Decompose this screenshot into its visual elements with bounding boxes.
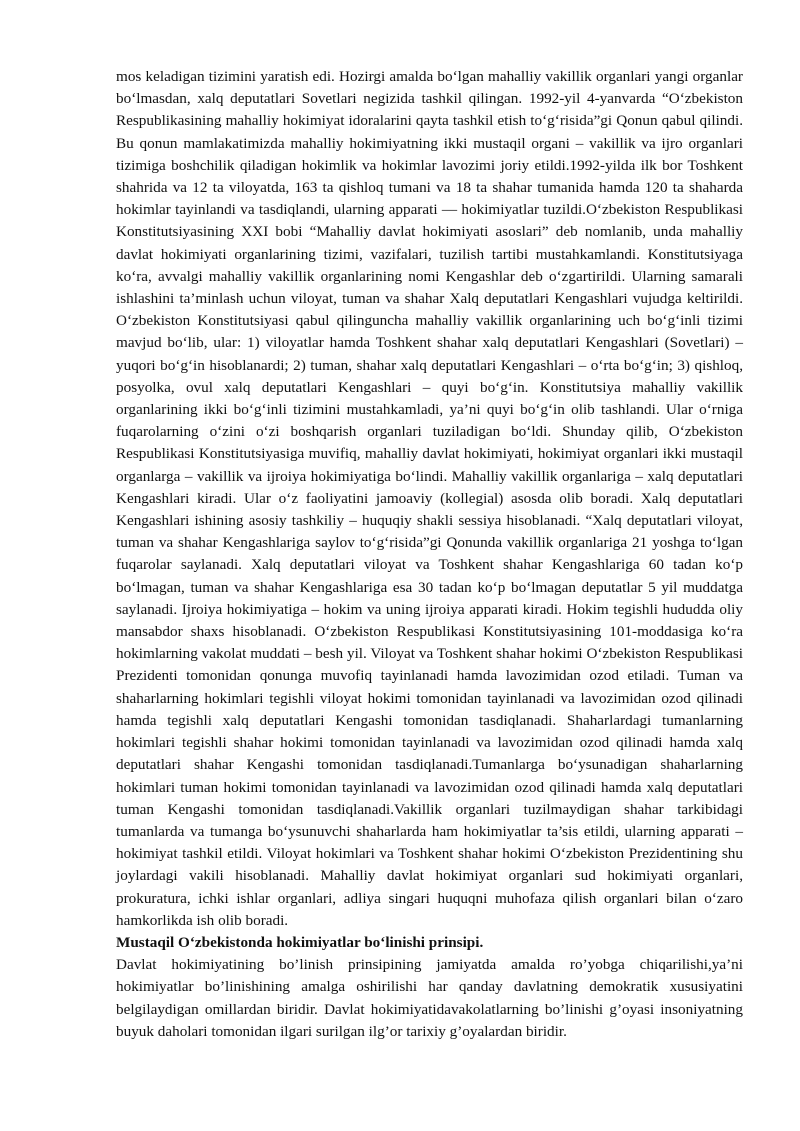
- document-page: [116, 66, 743, 1043]
- body-paragraph: mos keladigan tizimini yaratish edi. Hozirgi amalda bo‘lgan mahalliy vakillik organlari yangi organlar bo‘lmasdan, xalq deputatlari Sovetlari negizida tashkil qilingan. 1992-yil 4-yanvarda “O‘zbekiston Respublikasining mahalliy hokimiyat idoralarini qayta tashkil etish to‘g‘risida”gi Qonun qabul qilindi. Bu qonun mamlakatimizda mahalliy hokimiyatning ikki mustaqil organi – vakillik va ijro organlari tizimiga boshchilik qiladigan hokimlik va hokimlar lavozimi joriy etildi.1992-yilda ilk bor Toshkent shahrida va 12 ta viloyatda, 163 ta qishloq tumani va 18 ta shahar tumanida hamda 120 ta shaharda hokimlar tayinlandi va tasdiqlandi, ularning apparati — hokimiyatlar tuzildi.O‘zbekiston Respublikasi Konstitutsiyasining XXI bobi “Mahalliy davlat hokimiyati asoslari” deb nomlanib, unda mahalliy davlat hokimiyati organlarining tizimi, vazifalari, tuzilish tartibi mustahkamlandi. Konstitutsiyaga ko‘ra, avvalgi mahalliy vakillik organlarining nomi Kengashlar deb o‘zgartirildi. Ularning samarali ishlashini ta’minlash uchun viloyat, tuman va shahar Xalq deputatlari Kengashlari vujudga keltirildi. O‘zbekiston Konstitutsiyasi qabul qilinguncha mahalliy vakillik organlarining uch bo‘g‘inli tizimi mavjud bo‘lib, ular: 1) viloyatlar hamda Toshkent shahar xalq deputatlari Kengashlari (Sovetlari) – yuqori bo‘g‘in hisoblanardi; 2) tuman, shahar xalq deputatlari Kengashlari – o‘rta bo‘g‘in; 3) qishloq, posyolka, ovul xalq deputatlari Kengashlari – quyi bo‘g‘in. Konstitutsiya mahalliy vakillik organlarining ikki bo‘g‘inli tizimini mustahkamladi, ya’ni quyi bo‘g‘in olib tashlandi. Ular o‘rniga fuqarolarning o‘zini o‘zi boshqarish organlari tuziladigan bo‘ldi. Shunday qilib, O‘zbekiston Respublikasi Konstitutsiyasiga muvifiq, mahalliy davlat hokimiyati, hokimiyat organlari ikki mustaqil organlarga – vakillik va ijroiya hokimiyatiga bo‘lindi. Mahalliy vakillik organlariga – xalq deputatlari Kengashlari kiradi. Ular o‘z faoliyatini jamoaviy (kollegial) asosda olib boradi. Xalq deputatlari Kengashlari ishining asosiy tashkiliy – huquqiy shakli sessiya hisoblanadi. “Xalq deputatlari viloyat, tuman va shahar Kengashlariga saylov to‘g‘risida”gi Qonunda vakillik organlariga 21 yoshga to‘lgan fuqarolar saylanadi. Xalq deputatlari viloyat va Toshkent shahar Kengashlariga 60 tadan ko‘p bo‘lmagan, tuman va shahar Kengashlariga esa 30 tadan ko‘p bo‘lmagan deputatlar 5 yil muddatga saylanadi. Ijroiya hokimiyatiga – hokim va uning ijroiya apparati kiradi. Hokim tegishli hududda oliy mansabdor shaxs hisoblanadi. O‘zbekiston Respublikasi Konstitutsiyasining 101-moddasiga ko‘ra hokimlarning vakolat muddati – besh yil. Viloyat va Toshkent shahar hokimi O‘zbekiston Respublikasi Prezidenti tomonidan qonunga muvofiq tayinlanadi hamda lavozimidan ozod etiladi. Tuman va shaharlarning hokimlari tegishli viloyat hokimi tomonidan tayinlanadi va lavozimidan ozod qilinadi hamda tegishli xalq deputatlari Kengashi tomonidan tasdiqlanadi. Shaharlardagi tumanlarning hokimlari tegishli shahar hokimi tomonidan tayinlanadi va lavozimidan ozod qilinadi hamda xalq deputatlari shahar Kengashi tomonidan tasdiqlanadi.Tumanlarga bo‘ysunadigan shaharlarning hokimlari tuman hokimi tomonidan tayinlanadi va lavozimidan ozod qilinadi hamda xalq deputatlari tuman Kengashi tomonidan tasdiqlanadi.Vakillik organlari tuzilmaydigan shahar tarkibidagi tumanlarda va tumanga bo‘ysunuvchi shaharlarda ham hokimiyatlar ta’sis etildi, ularning apparati – hokimiyat tashkil etildi. Viloyat hokimlari va Toshkent shahar hokimi O‘zbekiston Prezidentining shu joylardagi vakili hisoblanadi. Mahalliy davlat hokimiyat organlari sud hokimiyati organlari, prokuratura, ichki ishlar organlari, adliya singari huquqni muhofaza qilish organlari bilan o‘zaro hamkorlikda ish olib boradi.: [116, 68, 743, 929]
- body-paragraph: Davlat hokimiyatining bo’linish prinsipining jamiyatda amalda ro’yobga chiqarilishi,ya’ni hokimiyatlar bo’linishining amalga oshirilishi har qanday davlatning demokratik xususiyatini belgilaydigan omillardan biridir. Davlat hokimiyatidavakolatlarning bo’linishi g’oyasi insoniyatning buyuk daholari tomonidan ilgari surilgan ilg’or tarixiy g’oyalardan biridir.: [116, 956, 743, 1040]
- section-heading: Mustaqil O‘zbekistonda hokimiyatlar bo‘linishi prinsipi.: [116, 933, 484, 951]
